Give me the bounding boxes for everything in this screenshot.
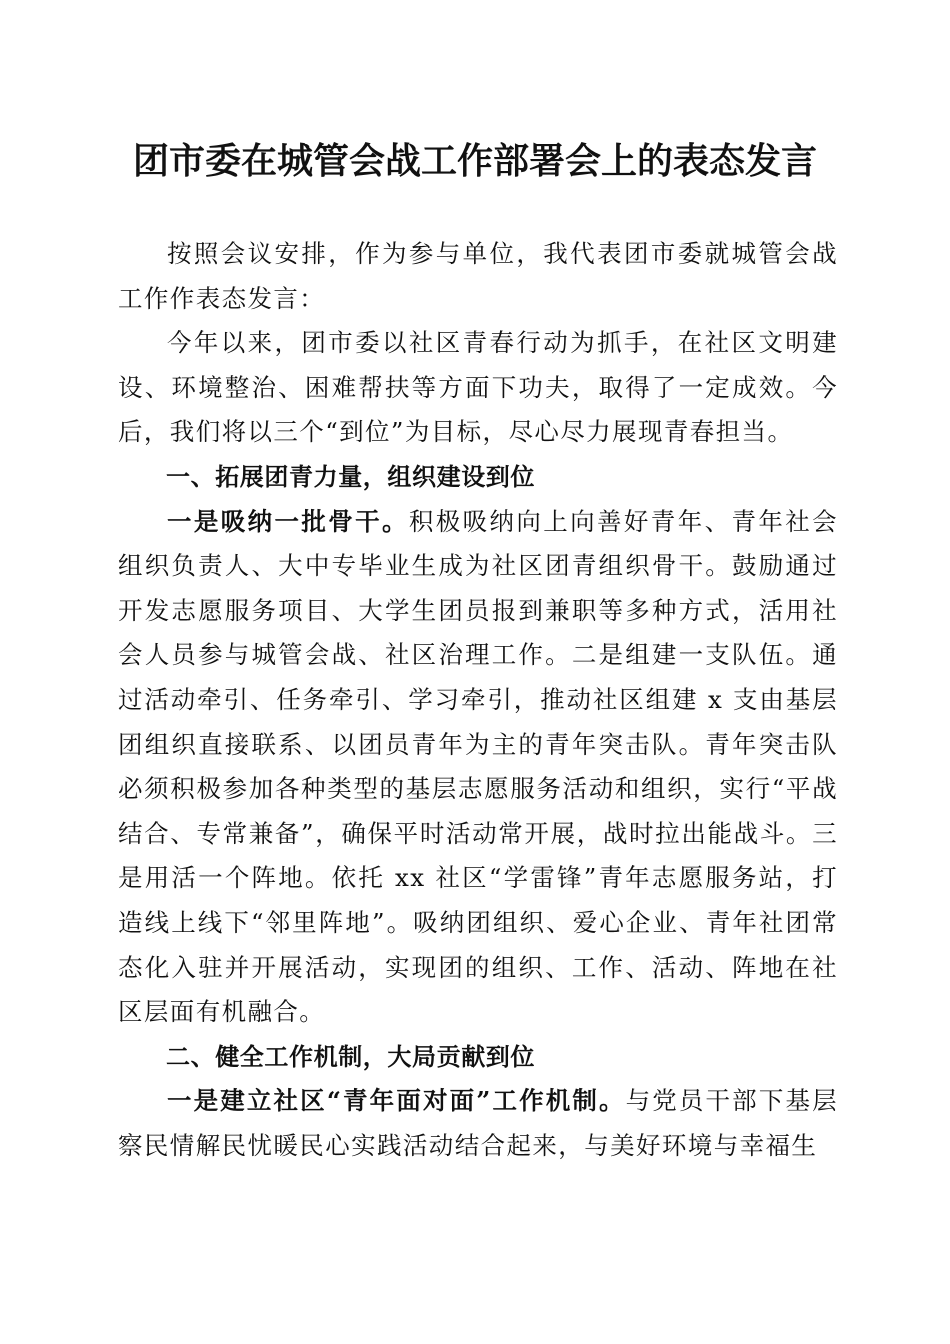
paragraph-lead: 一是建立社区“青年面对面”工作机制。 bbox=[167, 1086, 626, 1116]
document-title: 团市委在城管会战工作部署会上的表态发言 bbox=[132, 140, 817, 182]
paragraph-lead: 一是吸纳一批骨干。 bbox=[167, 506, 409, 536]
section-heading: 二、健全工作机制，大局贡献到位 bbox=[166, 1042, 535, 1071]
section-heading: 一、拓展团青力量，组织建设到位 bbox=[166, 462, 535, 491]
overview-paragraph: 今年以来，团市委以社区青春行动为抓手，在社区文明建设、环境整治、困难帮扶等方面下功夫，取得了一定成效。今后，我们将以三个“到位”为目标，尽心尽力展现青春担当。 bbox=[118, 328, 838, 447]
section-paragraph bbox=[118, 1079, 838, 1168]
paragraph-text: 积极吸纳向上向善好青年、青年社会组织负责人、大中专毕业生成为社区团青组织骨干。鼓励通过开发志愿服务项目、大学生团员报到兼职等多种方式，活用社会人员参与城管会战、社区治理工作。二是组建一支队伍。通过活动牵引、任务牵引、学习牵引，推动社区组建 x 支由基层团组织直接联系、以团员青年为主的青年突击队。青年突击队必须积极参加各种类型的基层志愿服务活动和组织，实行“平战结合、专常兼备”，确保平时活动常开展，战时拉出能战斗。三是用活一个阵地。依托 xx 社区“学雷锋”青年志愿服务站，打造线上线下“邻里阵地”。吸纳团组织、爱心企业、青年社团常态化入驻并开展活动，实现团的组织、工作、活动、阵地在社区层面有机融合。 bbox=[118, 506, 838, 1027]
document-body bbox=[118, 232, 838, 1168]
intro-paragraph: 按照会议安排，作为参与单位，我代表团市委就城管会战工作作表态发言： bbox=[118, 239, 838, 313]
paragraph-text: 与党员干部下基层察民情解民忧暖民心实践活动结合起来，与美好环境与幸福生 bbox=[118, 1086, 838, 1160]
section-paragraph bbox=[118, 500, 838, 1035]
